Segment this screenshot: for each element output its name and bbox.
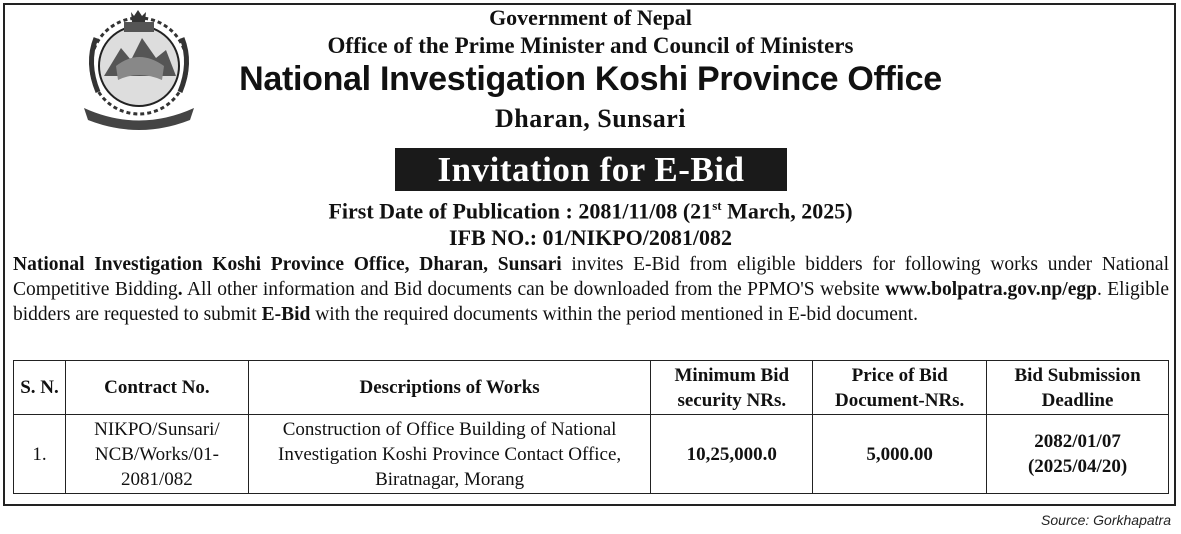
header-security: Minimum Bid security NRs. (651, 361, 813, 415)
publication-sup: st (712, 198, 722, 213)
notice-title: Invitation for E-Bid (395, 148, 787, 191)
publication-prefix: First Date of Publication : 2081/11/08 (21 (328, 198, 713, 224)
publication-suffix: March, 2025) (721, 198, 853, 224)
para-dot: . (177, 279, 183, 300)
org-name: National Investigation Koshi Province Office, Dharan, Sunsari (13, 254, 562, 275)
cell-contract: NIKPO/Sunsari/ NCB/Works/01-2081/082 (65, 415, 248, 494)
para-text-1: invites E-Bid from eligible bidders for following works under National Competitive Bidding (13, 254, 1169, 300)
publication-date (0, 198, 1181, 224)
cell-description: Construction of Office Building of National Investigation Koshi Province Contact Office, Biratnagar, Morang (248, 415, 650, 494)
ebid-term: E-Bid (261, 304, 311, 325)
header-deadline: Bid Submission Deadline (987, 361, 1169, 415)
cell-deadline (987, 415, 1169, 494)
para-text-2: All other information and Bid documents can be downloaded from the PPMO'S website (182, 279, 886, 300)
header-contract: Contract No. (65, 361, 248, 415)
header-price: Price of Bid Document-NRs. (813, 361, 987, 415)
table-header-row (14, 361, 1169, 415)
source-credit: Source: Gorkhapatra (1041, 512, 1171, 528)
cell-security: 10,25,000.0 (651, 415, 813, 494)
office-heading: Office of the Prime Minister and Council of Ministers (327, 33, 854, 58)
ifb-number: IFB NO.: 01/NIKPO/2081/082 (449, 225, 732, 250)
table-row (14, 415, 1169, 494)
deadline-bs: 2082/01/07 (1034, 431, 1121, 452)
header-sn: S. N. (14, 361, 66, 415)
invitation-paragraph (13, 252, 1169, 327)
cell-sn: 1. (14, 415, 66, 494)
para-text-3: . Eligible bidders are requested to submit (13, 279, 1170, 325)
header-description: Descriptions of Works (248, 361, 650, 415)
website-link[interactable]: www.bolpatra.gov.np/egp (885, 279, 1097, 300)
deadline-ad: (2025/04/20) (1027, 456, 1128, 477)
cell-price: 5,000.00 (813, 415, 987, 494)
organization-heading: National Investigation Koshi Province Office (239, 60, 942, 98)
location-heading: Dharan, Sunsari (495, 104, 686, 133)
bid-table (13, 360, 1169, 494)
government-heading: Government of Nepal (489, 5, 692, 30)
para-text-4: with the required documents within the period mentioned in E-bid document. (310, 304, 918, 325)
